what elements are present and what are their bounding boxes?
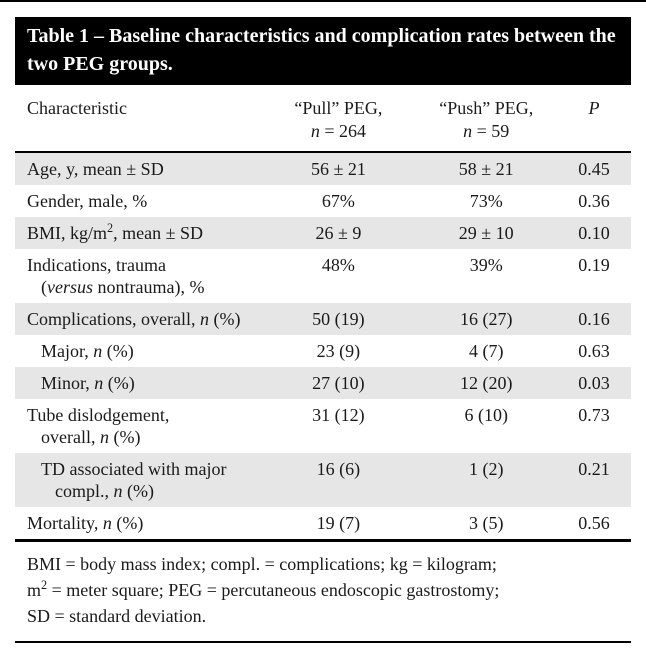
- row-label: [15, 399, 261, 453]
- col-sub-n: n = 264: [310, 121, 366, 141]
- row-label: [15, 453, 261, 507]
- table1-card: [15, 17, 631, 643]
- row-label: [15, 303, 261, 335]
- push-value: 73%: [469, 191, 503, 211]
- footnote-line: $m^2$ = meter square; PEG = percutaneous endoscopic gastrostomy;: [27, 578, 500, 600]
- label-line: Major, n (%): [41, 341, 134, 361]
- label-line: Mortality, n (%): [27, 513, 144, 533]
- push-value: 39%: [469, 255, 503, 275]
- label-line: Indications, trauma: [27, 255, 166, 275]
- push-value: 4 (7): [468, 341, 504, 361]
- label-line: Complications, overall, n (%): [27, 309, 241, 329]
- label-line: Age, y, mean ± SD: [27, 159, 164, 179]
- push-value: 29 ± 10: [458, 223, 514, 243]
- label-line: TD associated with major: [41, 459, 227, 479]
- p-value: 0.21: [578, 459, 610, 479]
- table-row: [15, 399, 631, 453]
- pull-value: 50 (19): [312, 309, 365, 329]
- push-value: 1 (2): [468, 459, 504, 479]
- table-header: [15, 93, 631, 152]
- table-row: [15, 249, 631, 303]
- push-value: 16 (27): [459, 309, 513, 329]
- col-header-p: P: [588, 98, 600, 118]
- table-footnote: [15, 542, 631, 641]
- pull-value: 23 (9): [316, 341, 361, 361]
- push-value: 6 (10): [464, 405, 508, 425]
- table-row: [15, 217, 631, 249]
- label-line: BMI, $kg/m^2$, mean ± SD: [27, 221, 204, 243]
- label-line: (versus nontrauma), %: [41, 277, 205, 297]
- push-value: 58 ± 21: [458, 159, 514, 179]
- footnote-line: SD = standard deviation.: [27, 606, 207, 626]
- label-line: Gender, male, %: [27, 191, 148, 211]
- p-value: 0.56: [578, 513, 610, 533]
- pull-value: 31 (12): [312, 405, 365, 425]
- table-title: [15, 17, 631, 85]
- col-label: “Pull” PEG,: [294, 98, 383, 118]
- row-label: [15, 335, 261, 367]
- table-row: [15, 303, 631, 335]
- row-label: [15, 217, 261, 249]
- col-sub-n: n = 59: [463, 121, 510, 141]
- table-row: [15, 453, 631, 507]
- p-value: 0.03: [578, 373, 610, 393]
- p-value: 0.10: [578, 223, 610, 243]
- label-line: Tube dislodgement,: [27, 405, 170, 425]
- col-label: “Push” PEG,: [439, 98, 534, 118]
- push-value: 12 (20): [459, 373, 513, 393]
- label-line: overall, n (%): [41, 427, 141, 447]
- col-header-characteristic: Characteristic: [27, 98, 127, 118]
- row-label: [15, 152, 261, 185]
- label-line: Minor, n (%): [41, 373, 135, 393]
- p-value: 0.63: [578, 341, 610, 361]
- push-value: 3 (5): [468, 513, 504, 533]
- table-title-text: Table 1 – Baseline characteristics and complication rates between the two PEG groups.: [27, 25, 616, 75]
- pull-value: 27 (10): [312, 373, 365, 393]
- row-label: [15, 185, 261, 217]
- pull-value: 67%: [321, 191, 355, 211]
- table-row: [15, 185, 631, 217]
- pull-value: 16 (6): [316, 459, 361, 479]
- col-header-push-peg: [415, 93, 557, 152]
- top-rule: [0, 0, 646, 2]
- table-row: [15, 367, 631, 399]
- table-row: [15, 335, 631, 367]
- p-value: 0.45: [578, 159, 610, 179]
- characteristics-table: [15, 93, 631, 542]
- p-value: 0.19: [578, 255, 610, 275]
- p-value: 0.36: [578, 191, 610, 211]
- pull-value: 19 (7): [316, 513, 361, 533]
- col-header-pull-peg: [261, 93, 415, 152]
- label-line: compl., n (%): [55, 481, 154, 501]
- bottom-rule: [15, 641, 631, 643]
- pull-value: 48%: [321, 255, 355, 275]
- row-label: [15, 507, 261, 541]
- table-body: [15, 152, 631, 541]
- p-value: 0.16: [578, 309, 610, 329]
- pull-value: 26 ± 9: [315, 223, 362, 243]
- table-row: [15, 507, 631, 541]
- pull-value: 56 ± 21: [310, 159, 366, 179]
- row-label: [15, 367, 261, 399]
- table-row: [15, 152, 631, 185]
- row-label: [15, 249, 261, 303]
- header-row: [15, 93, 631, 152]
- p-value: 0.73: [578, 405, 610, 425]
- footnote-line: BMI = body mass index; compl. = complications; kg = kilogram;: [27, 554, 497, 574]
